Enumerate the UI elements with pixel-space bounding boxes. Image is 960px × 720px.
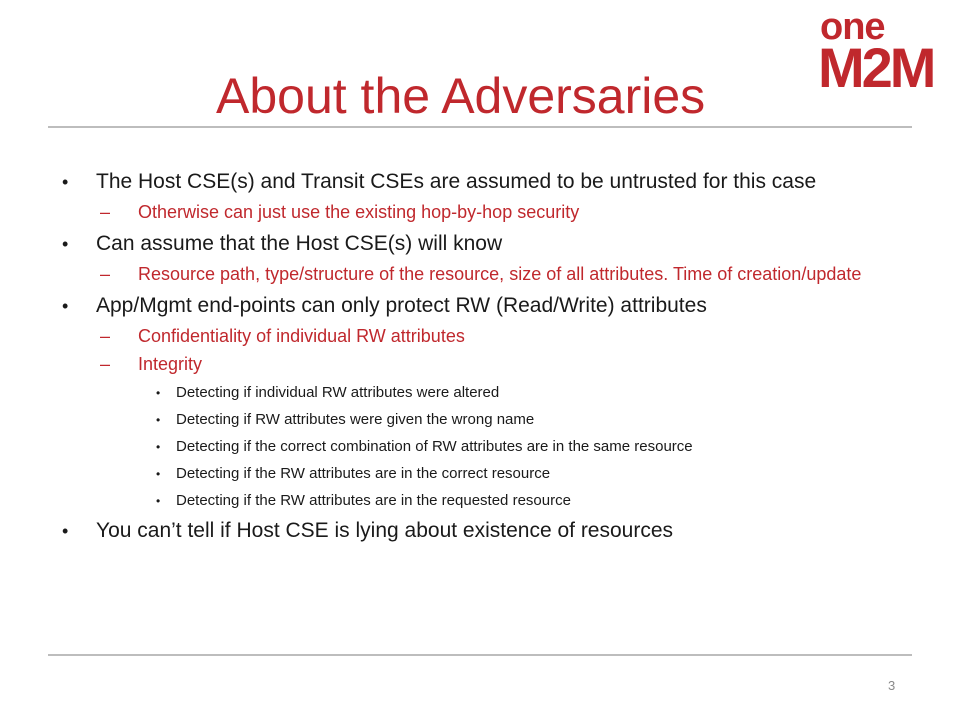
bullet-dot-icon: • (156, 494, 161, 508)
title-divider (48, 126, 912, 128)
bullet-dot-icon: • (62, 172, 69, 192)
sub-bullet-3-1 (58, 326, 918, 347)
dash-icon: – (100, 354, 111, 374)
sub-sub-bullet-text: Detecting if the RW attributes are in the correct resource (176, 465, 551, 482)
slide-title: About the Adversaries (216, 68, 706, 124)
bullet-text: The Host CSE(s) and Transit CSEs are assumed to be untrusted for this case (96, 170, 817, 193)
dash-icon: – (100, 326, 111, 346)
sub-sub-bullet-3 (58, 438, 918, 456)
sub-bullet-text: Resource path, type/structure of the resource, size of all attributes. Time of creation/update (138, 264, 862, 284)
page-number: 3 (888, 678, 896, 693)
sub-bullet-text: Confidentiality of individual RW attributes (138, 326, 465, 346)
sub-sub-bullet-text: Detecting if RW attributes were given the wrong name (176, 411, 535, 428)
slide-content (58, 170, 918, 553)
sub-sub-bullet-1 (58, 384, 918, 402)
bullet-dot-icon: • (156, 467, 161, 481)
sub-bullet-2-1 (58, 264, 918, 285)
logo-m2m-text: M2M (818, 36, 934, 99)
sub-sub-bullet-5 (58, 492, 918, 510)
dash-icon: – (100, 202, 111, 222)
bullet-dot-icon: • (62, 521, 69, 541)
bullet-text: App/Mgmt end-points can only protect RW (Read/Write) attributes (96, 294, 707, 317)
footer-divider (48, 654, 912, 656)
bullet-dot-icon: • (156, 440, 161, 454)
bullet-dot-icon: • (62, 296, 69, 316)
bullet-dot-icon: • (62, 234, 69, 254)
bullet-1 (58, 170, 918, 194)
bullet-2 (58, 232, 918, 256)
bullet-text: Can assume that the Host CSE(s) will know (96, 232, 503, 255)
sub-sub-bullet-text: Detecting if the RW attributes are in the requested resource (176, 492, 571, 509)
sub-sub-bullet-2 (58, 411, 918, 429)
sub-bullet-text: Integrity (138, 354, 203, 374)
dash-icon: – (100, 264, 111, 284)
logo-one-text: one (820, 6, 885, 48)
sub-bullet-text: Otherwise can just use the existing hop-by-hop security (138, 202, 580, 222)
onem2m-logo (818, 6, 950, 102)
sub-bullet-3-2 (58, 354, 918, 375)
bullet-4 (58, 519, 918, 543)
sub-sub-bullet-4 (58, 465, 918, 483)
sub-sub-bullet-text: Detecting if the correct combination of RW attributes are in the same resource (176, 438, 693, 455)
sub-sub-bullet-text: Detecting if individual RW attributes were altered (176, 384, 500, 401)
bullet-3 (58, 294, 918, 318)
bullet-dot-icon: • (156, 386, 161, 400)
bullet-text: You can’t tell if Host CSE is lying about existence of resources (96, 519, 674, 542)
bullet-dot-icon: • (156, 413, 161, 427)
sub-bullet-1-1 (58, 202, 918, 223)
